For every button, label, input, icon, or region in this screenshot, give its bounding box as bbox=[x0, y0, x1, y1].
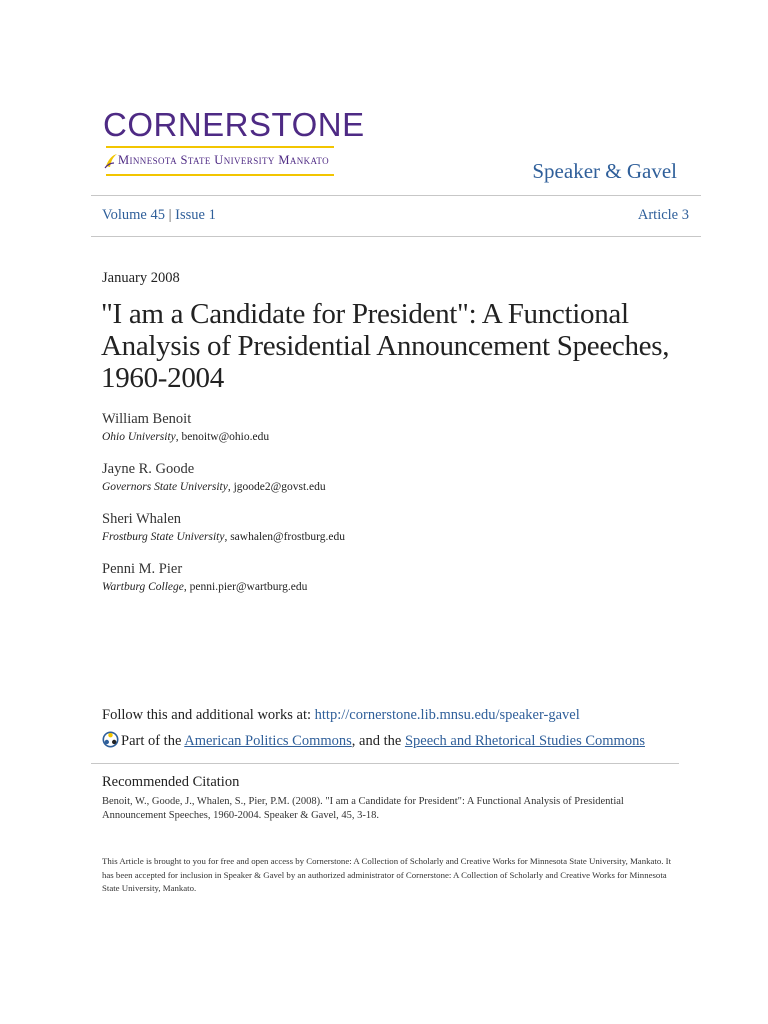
cornerstone-logo-wordmark[interactable]: CORNERSTONE bbox=[103, 106, 365, 143]
author-affiliation bbox=[102, 481, 326, 493]
author-institution: Wartburg College bbox=[102, 581, 184, 593]
author-email[interactable]: , penni.pier@wartburg.edu bbox=[183, 581, 308, 593]
msu-swoosh-icon bbox=[104, 152, 118, 170]
citation-divider bbox=[91, 763, 679, 764]
part-of-line bbox=[102, 731, 645, 750]
author-institution: Frostburg State University bbox=[102, 531, 225, 543]
volume-issue-line bbox=[102, 207, 216, 224]
author-affiliation bbox=[102, 531, 345, 543]
article-number-link[interactable]: Article 3 bbox=[637, 207, 689, 223]
header-divider-bottom bbox=[91, 236, 701, 237]
part-of-middle: , and the bbox=[351, 733, 405, 749]
journal-title-link[interactable]: Speaker & Gavel bbox=[532, 159, 677, 183]
speech-rhetorical-commons-link[interactable]: Speech and Rhetorical Studies Commons bbox=[404, 733, 645, 749]
issue-link[interactable]: Issue 1 bbox=[175, 207, 216, 223]
author-institution: Governors State University bbox=[102, 481, 228, 493]
author-affiliation bbox=[102, 581, 307, 593]
logo-university-subtitle: Minnesota State University Mankato bbox=[118, 153, 330, 167]
article-title: "I am a Candidate for President": A Functional Analysis of Presidential Announcement Speeches, 1960-2004 bbox=[101, 298, 670, 394]
author-name: Penni M. Pier bbox=[102, 561, 183, 577]
logo-top-rule bbox=[106, 146, 334, 148]
author-name: Jayne R. Goode bbox=[102, 461, 195, 477]
author-name: Sheri Whalen bbox=[102, 511, 182, 527]
part-of-prefix: Part of the bbox=[121, 733, 185, 749]
author-name: William Benoit bbox=[102, 411, 192, 427]
follow-prefix: Follow this and additional works at: bbox=[102, 707, 315, 723]
access-notice: This Article is brought to you for free and open access by Cornerstone: A Collection of Scholarly and Creative Works for Minnesota State University, Mankato. It has been accepted for inclusion in Speaker & Gavel by an authorized administrator of Cornerstone: A Collection of Scholarly and Creative Works for Minnesota State University, Mankato. bbox=[102, 856, 672, 893]
logo-bottom-rule bbox=[106, 174, 334, 176]
recommended-citation-text: Benoit, W., Goode, J., Whalen, S., Pier, P.M. (2008). "I am a Candidate for President": A Functional Analysis of Presidential Announcement Speeches, 1960-2004. Speaker & Gavel, 45, 3-18. bbox=[102, 796, 624, 821]
follow-line bbox=[102, 707, 580, 724]
author-email[interactable]: , jgoode2@govst.edu bbox=[227, 481, 326, 493]
author-institution: Ohio University bbox=[102, 431, 176, 443]
follow-url-link[interactable]: http://cornerstone.lib.mnsu.edu/speaker-gavel bbox=[314, 707, 580, 723]
volume-link[interactable]: Volume 45 bbox=[102, 207, 165, 223]
recommended-citation-heading: Recommended Citation bbox=[102, 774, 240, 790]
commons-network-icon bbox=[102, 731, 119, 748]
author-email[interactable]: , sawhalen@frostburg.edu bbox=[224, 531, 346, 543]
american-politics-commons-link[interactable]: American Politics Commons bbox=[184, 733, 352, 749]
publication-date: January 2008 bbox=[102, 270, 180, 286]
author-email[interactable]: , benoitw@ohio.edu bbox=[175, 431, 270, 443]
volume-issue-separator: | bbox=[168, 207, 172, 223]
header-divider-top bbox=[91, 195, 701, 196]
author-affiliation bbox=[102, 431, 269, 443]
